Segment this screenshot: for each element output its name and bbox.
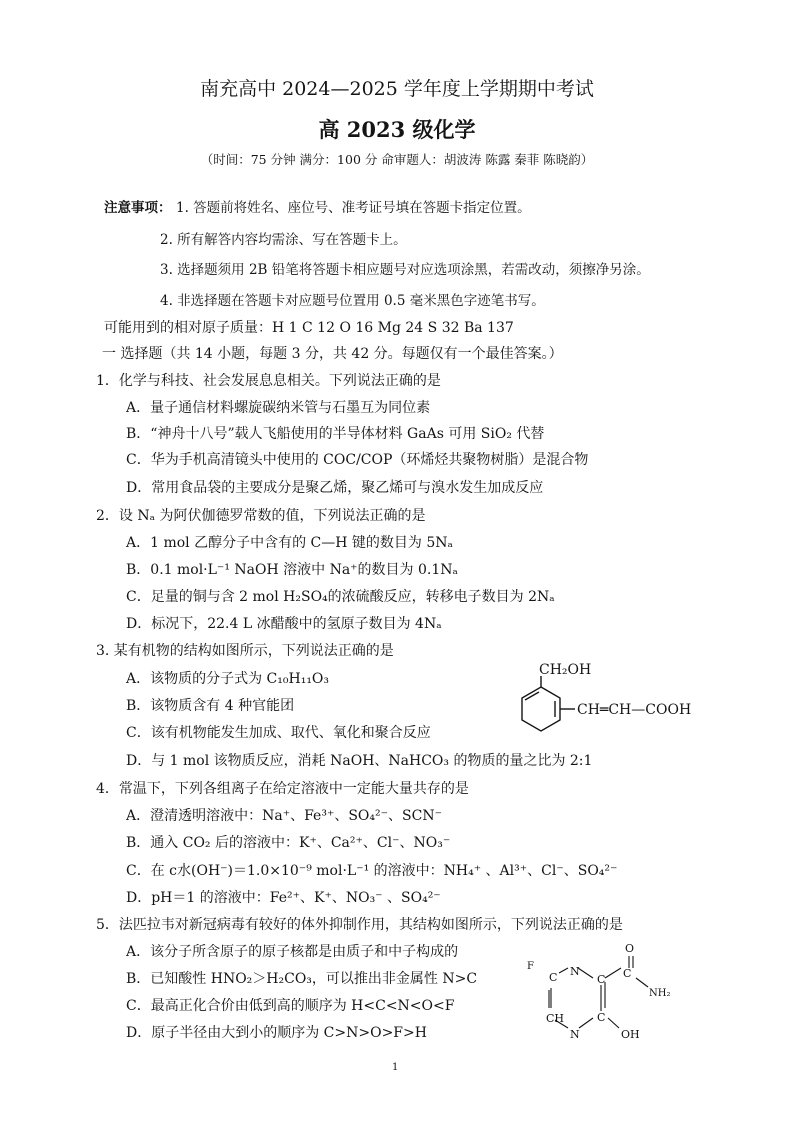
question-option: C．该有机物能发生加成、取代、氧化和聚合反应 xyxy=(126,725,431,741)
question-option: A．1 mol 乙醇分子中含有的 C—H 键的数目为 5Nₐ xyxy=(126,535,453,551)
structure-atom: NH₂ xyxy=(649,988,671,999)
question-stem: 5．法匹拉韦对新冠病毒有较好的体外抑制作用，其结构如图所示，下列说法正确的是 xyxy=(96,917,623,933)
question-option: B．0.1 mol·L⁻¹ NaOH 溶液中 Na⁺的数目为 0.1Nₐ xyxy=(126,562,458,578)
question-option: D．原子半径由大到小的顺序为 C>N>O>F>H xyxy=(126,1025,427,1041)
structure-label: CH₂OH xyxy=(539,662,592,678)
benzene-ring xyxy=(522,687,560,731)
note-item: 3. 选择题须用 2B 铅笔将答题卡相应题号对应选项涂黑，若需改动，须擦净另涂。 xyxy=(160,262,650,278)
page-number: 1 xyxy=(392,1062,399,1073)
question-option: D．常用食品袋的主要成分是聚乙烯，聚乙烯可与溴水发生加成反应 xyxy=(126,480,544,496)
question-option: B．通入 CO₂ 后的溶液中：K⁺、Ca²⁺、Cl⁻、NO₃⁻ xyxy=(126,835,451,851)
question-option: D．pH＝1 的溶液中：Fe²⁺、K⁺、NO₃⁻ 、SO₄²⁻ xyxy=(126,890,441,906)
note-item: 1. 答题前将姓名、座位号、准考证号填在答题卡指定位置。 xyxy=(176,200,531,216)
exam-title: 南充高中 2024—2025 学年度上学期期中考试 xyxy=(200,78,594,100)
question-option: B．“神舟十八号”载人飞船使用的半导体材料 GaAs 可用 SiO₂ 代替 xyxy=(126,426,545,442)
note-item: 4. 非选择题在答题卡对应题号位置用 0.5 毫米黑色字迹笔书写。 xyxy=(160,293,545,309)
structure-atom: N xyxy=(570,965,580,978)
structure-atom: C xyxy=(549,971,558,984)
question-stem: 3. 某有机物的结构如图所示，下列说法正确的是 xyxy=(96,643,394,659)
question-option: D．与 1 mol 该物质反应，消耗 NaOH、NaHCO₃ 的物质的量之比为 2:1 xyxy=(126,753,593,769)
structure-atom: F xyxy=(527,961,534,972)
section-title: 一 选择题（共 14 小题，每题 3 分，共 42 分。每题仅有一个最佳答案。） xyxy=(102,346,563,362)
structure-atom: CH xyxy=(546,1012,565,1025)
question-option: C．在 c水(OH⁻)＝1.0×10⁻⁹ mol·L⁻¹ 的溶液中：NH₄⁺ 、Al³⁺、Cl⁻、SO₄²⁻ xyxy=(126,863,618,879)
question-stem: 1．化学与科技、社会发展息息相关。下列说法正确的是 xyxy=(96,373,441,389)
structure-atom: OH xyxy=(621,1028,640,1041)
structure-favipiravir xyxy=(515,935,695,1050)
question-option: A．澄清透明溶液中：Na⁺、Fe³⁺、SO₄²⁻、SCN⁻ xyxy=(126,808,442,824)
question-option: C．华为手机高清镜头中使用的 COC/COP（环烯烃共聚物树脂）是混合物 xyxy=(126,452,589,468)
structure-label: CH═CH—COOH xyxy=(577,702,692,718)
question-option: A．该物质的分子式为 C₁₀H₁₁O₃ xyxy=(126,671,330,687)
structure-atom: C xyxy=(623,967,632,980)
question-option: A．该分子所含原子的原子核都是由质子和中子构成的 xyxy=(126,944,459,960)
question-stem: 4．常温下，下列各组离子在给定溶液中一定能大量共存的是 xyxy=(96,781,469,797)
atomic-masses: 可能用到的相对原子质量：H 1 C 12 O 16 Mg 24 S 32 Ba 137 xyxy=(104,320,514,336)
question-option: B．已知酸性 HNO₂＞H₂CO₃，可以推出非金属性 N>C xyxy=(126,971,478,987)
structure-atom: C xyxy=(597,1011,606,1024)
question-option: D．标况下，22.4 L 冰醋酸中的氢原子数目为 4Nₐ xyxy=(126,616,442,632)
exam-subtitle: 高 2023 级化学 xyxy=(318,117,476,142)
structure-cinnamic-acid xyxy=(515,655,715,755)
question-option: B．该物质含有 4 种官能团 xyxy=(126,698,295,714)
question-stem: 2．设 Nₐ 为阿伏伽德罗常数的值，下列说法正确的是 xyxy=(96,508,426,524)
note-item: 2. 所有解答内容均需涂、写在答题卡上。 xyxy=(160,232,407,248)
structure-atom: N xyxy=(570,1028,580,1041)
structure-atom: O xyxy=(625,942,635,955)
question-option: A．量子通信材料螺旋碳纳米管与石墨互为同位素 xyxy=(126,400,431,416)
structure-atom: C xyxy=(597,973,606,986)
exam-meta: （时间：75 分钟 满分：100 分 命审题人：胡波涛 陈露 秦菲 陈晓韵） xyxy=(200,152,594,167)
question-option: C．足量的铜与含 2 mol H₂SO₄的浓硫酸反应，转移电子数目为 2Nₐ xyxy=(126,589,555,605)
notes-label: 注意事项： xyxy=(104,200,172,216)
question-option: C．最高正化合价由低到高的顺序为 H<C<N<O<F xyxy=(126,998,455,1014)
